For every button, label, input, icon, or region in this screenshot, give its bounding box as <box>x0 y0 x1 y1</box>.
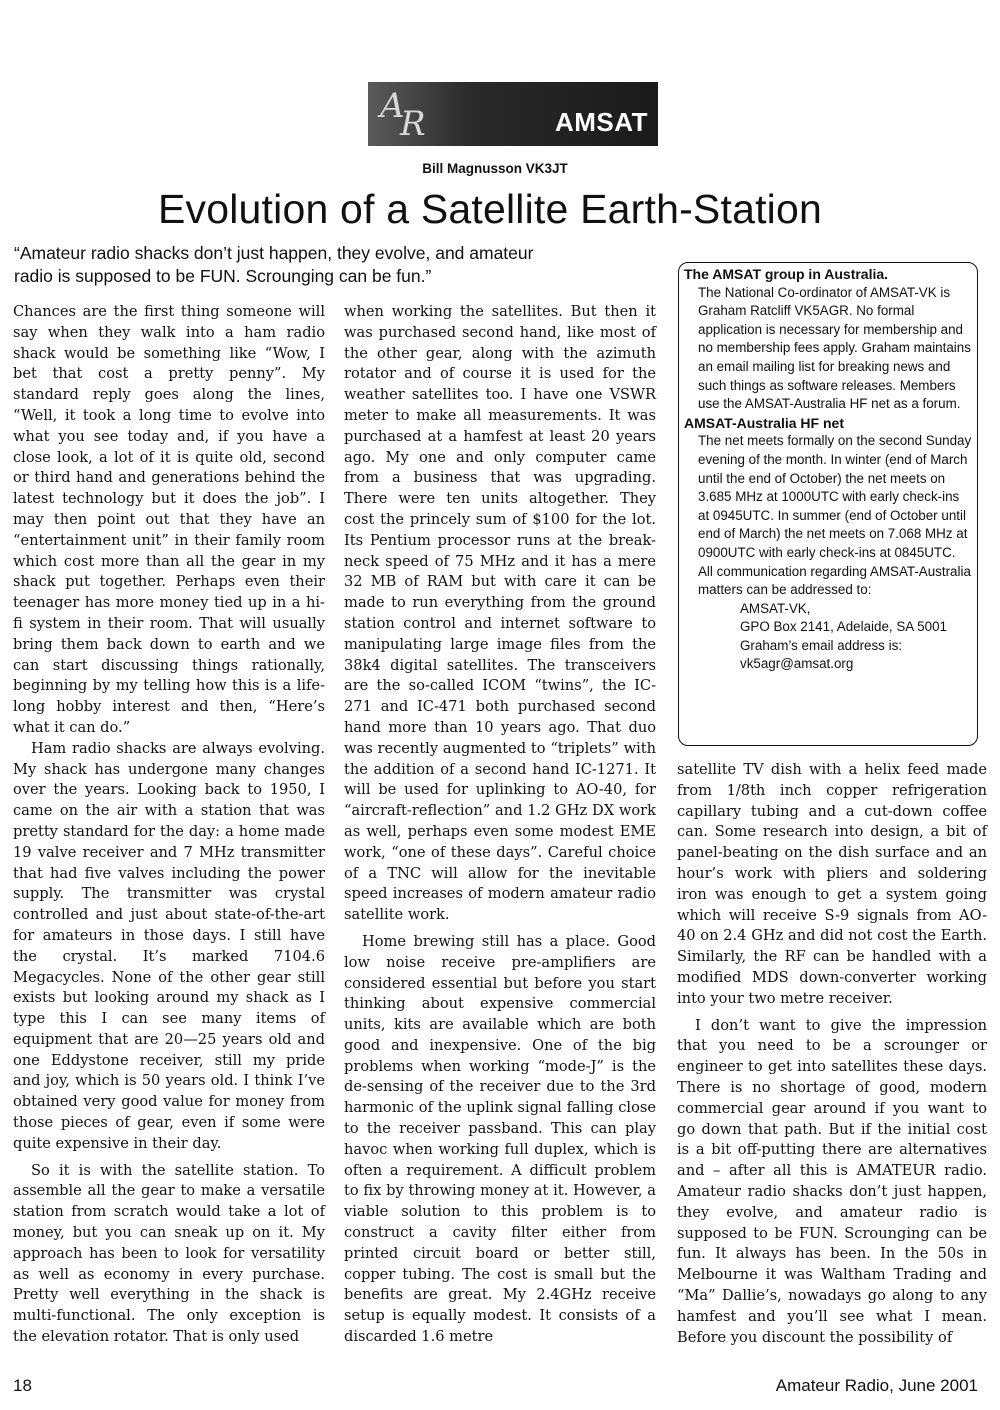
pull-quote <box>14 242 664 288</box>
address-line: GPO Box 2141, Adelaide, SA 5001 <box>740 619 947 635</box>
email-address: vk5agr@amsat.org <box>740 656 854 672</box>
section-name: AMSAT <box>554 107 648 137</box>
paragraph: when working the satellites. But then it was purchased second hand, like most of the other gear, along with the azimuth rotator and of course it is used for the weather satellites too. I have one VSWR meter to make all measurements. It was purchased at a hamfest at least 20 years ago. My one and only computer came from a business that was upgrading. There were ten units altogether. They cost the princely sum of $100 for the lot. Its Pentium processor runs at the break-neck speed of 75 MHz and it has a mere 32 MB of RAM but with care it can be made to run everything from the ground station control and internet software to manipulating large image files from the 38k4 digital satellites. The transceivers are the so-called ICOM “twins”, the IC-271 and IC-471 both purchased second hand more than 10 years ago. That duo was recently augmented to “triplets” with the addition of a second hand IC-1271. It will be used for uplinking to AO-40, for “aircraft-reflection” and 1.2 GHz DX work as well, perhaps even some modest EME work, “one of these days”. Careful choice of a TNC will allow for the inevitable speed increases of modern amateur radio satellite work. <box>344 303 656 924</box>
address-line: Graham’s email address is: <box>740 637 902 653</box>
paragraph: satellite TV dish with a helix feed made from 1/8th inch copper refrigeration capillary tubing and a cut-down coffee can. Some research into design, a bit of panel-beating on the dish surface and an hour’s work with pliers and soldering iron was enough to get a system going which will receive S-9 signals from AO-40 on 2.4 GHz and did not cost the Earth. Similarly, the RF can be handled with a modified MDS down-converter working into your two metre receiver. <box>677 761 987 1007</box>
ar-logo: A R <box>380 86 426 144</box>
paragraph: Ham radio shacks are always evolving. My shack has undergone many changes over the years. Looking back to 1950, I came on the air with a station that was pretty standard for the day: a home made 19 valve receiver and 7 MHz transmitter that had five valves including the power supply. The transmitter was crystal controlled and just about state-of-the-art for amateurs in those days. I still have the crystal. It’s marked 7104.6 Megacycles. None of the other gear still exists but looking around my shack as I type this I can see many items of equipment that are 20—25 years old and one Eddystone receiver, still my pride and joy, which is 50 years old. I think I’ve obtained very good value for money from those pieces of gear, even if some were quite expensive in their day. <box>13 739 325 1152</box>
pull-quote-line: radio is supposed to be FUN. Scrounging can be fun.” <box>14 266 432 286</box>
publication-footer: Amateur Radio, June 2001 <box>775 1376 978 1395</box>
sidebar-body: The National Co-ordinator of AMSAT-VK is Graham Ratcliff VK5AGR. No formal application is necessary for membership and no membership fees apply. Graham maintains an email mailing list for breaking news and such things as software releases. Members use the AMSAT-Australia HF net as a forum. <box>698 284 971 412</box>
page-number: 18 <box>13 1376 32 1395</box>
pull-quote-line: “Amateur radio shacks don’t just happen, they evolve, and amateur <box>14 243 534 263</box>
article-title: Evolution of a Satellite Earth-Station <box>158 186 822 232</box>
paragraph: Home brewing still has a place. Good low noise receive pre-amplifiers are considered essential but before you start thinking about expensive commercial units, kits are available which are both good and inexpensive. One of the big problems when working “mode-J” is the de-sensing of the receiver due to the 3rd harmonic of the uplink signal falling close to the receiver passband. This can play havoc when working full duplex, which is often a requirement. A difficult problem to fix by throwing money at it. However, a viable solution to this problem is to construct a cavity filter either from printed circuit board or better still, copper tubing. The cost is small but the benefits are great. My 2.4GHz receive setup is equally modest. It consists of a discarded 1.6 metre <box>344 932 656 1346</box>
author-byline: Bill Magnusson VK3JT <box>422 161 568 176</box>
paragraph: Chances are the first thing someone will say when they walk into a ham radio shack would be something like “Wow, I bet that cost a pretty penny”. My standard reply goes along the lines, “Well, it took a long time to evolve into what you see today and, if you have a close look, a lot of it is quite old, second or third hand and generations behind the latest technology but it does the job”. I may then point out that they have an “entertainment unit” in their family room which cost more than all the gear in my shack put together. Perhaps even their teenager has more money tied up in a hi-fi system in their room. That will usually bring them back down to earth and we can start discussing things rationally, beginning by my telling how this is a life-long hobby interest and then, “Here’s what it can do.” <box>13 303 325 736</box>
column-2 <box>344 302 656 1348</box>
column-1 <box>13 302 325 1348</box>
paragraph: So it is with the satellite station. To assemble all the gear to make a versatile station from scratch would take a lot of money, but you can sneak up on it. My approach has been to look for versatility as well as economy in every purchase. Pretty well everything in the shack is multi-functional. The only exception is the elevation rotator. That is only used <box>13 1161 325 1346</box>
paragraph: I don’t want to give the impression that you need to be a scrounger or engineer to get into satellites these days. There is no shortage of good, modern commercial gear around if you want to go down that path. But if the initial cost is a bit off-putting there are alternatives and – after all this is AMATEUR radio. Amateur radio shacks don’t just happen, they evolve, and amateur radio is supposed to be FUN. Scrounging can be fun. It always has been. In the 50s in Melbourne it was Waltham Trading and “Ma” Dallie’s, nowadays go along to any hamfest and you’ll see what I mean. Before you discount the possibility of <box>677 1016 987 1346</box>
sidebar-body: The net meets formally on the second Sunday evening of the month. In winter (end of March until the end of October) the net meets on 3.685 MHz at 1000UTC with early check-ins at 0945UTC. In summer (end of October until end of March) the net meets on 7.068 MHz at 0900UTC with early check-ins at 0845UTC. All communication regarding AMSAT-Australia matters can be addressed to: <box>698 433 972 598</box>
sidebar-heading: The AMSAT group in Australia. <box>684 266 889 282</box>
amsat-section-banner <box>368 82 658 146</box>
address-line: AMSAT-VK, <box>740 600 811 616</box>
column-3 <box>677 760 987 1348</box>
amsat-info-sidebar <box>678 262 978 746</box>
sidebar-heading: AMSAT-Australia HF net <box>684 414 844 431</box>
